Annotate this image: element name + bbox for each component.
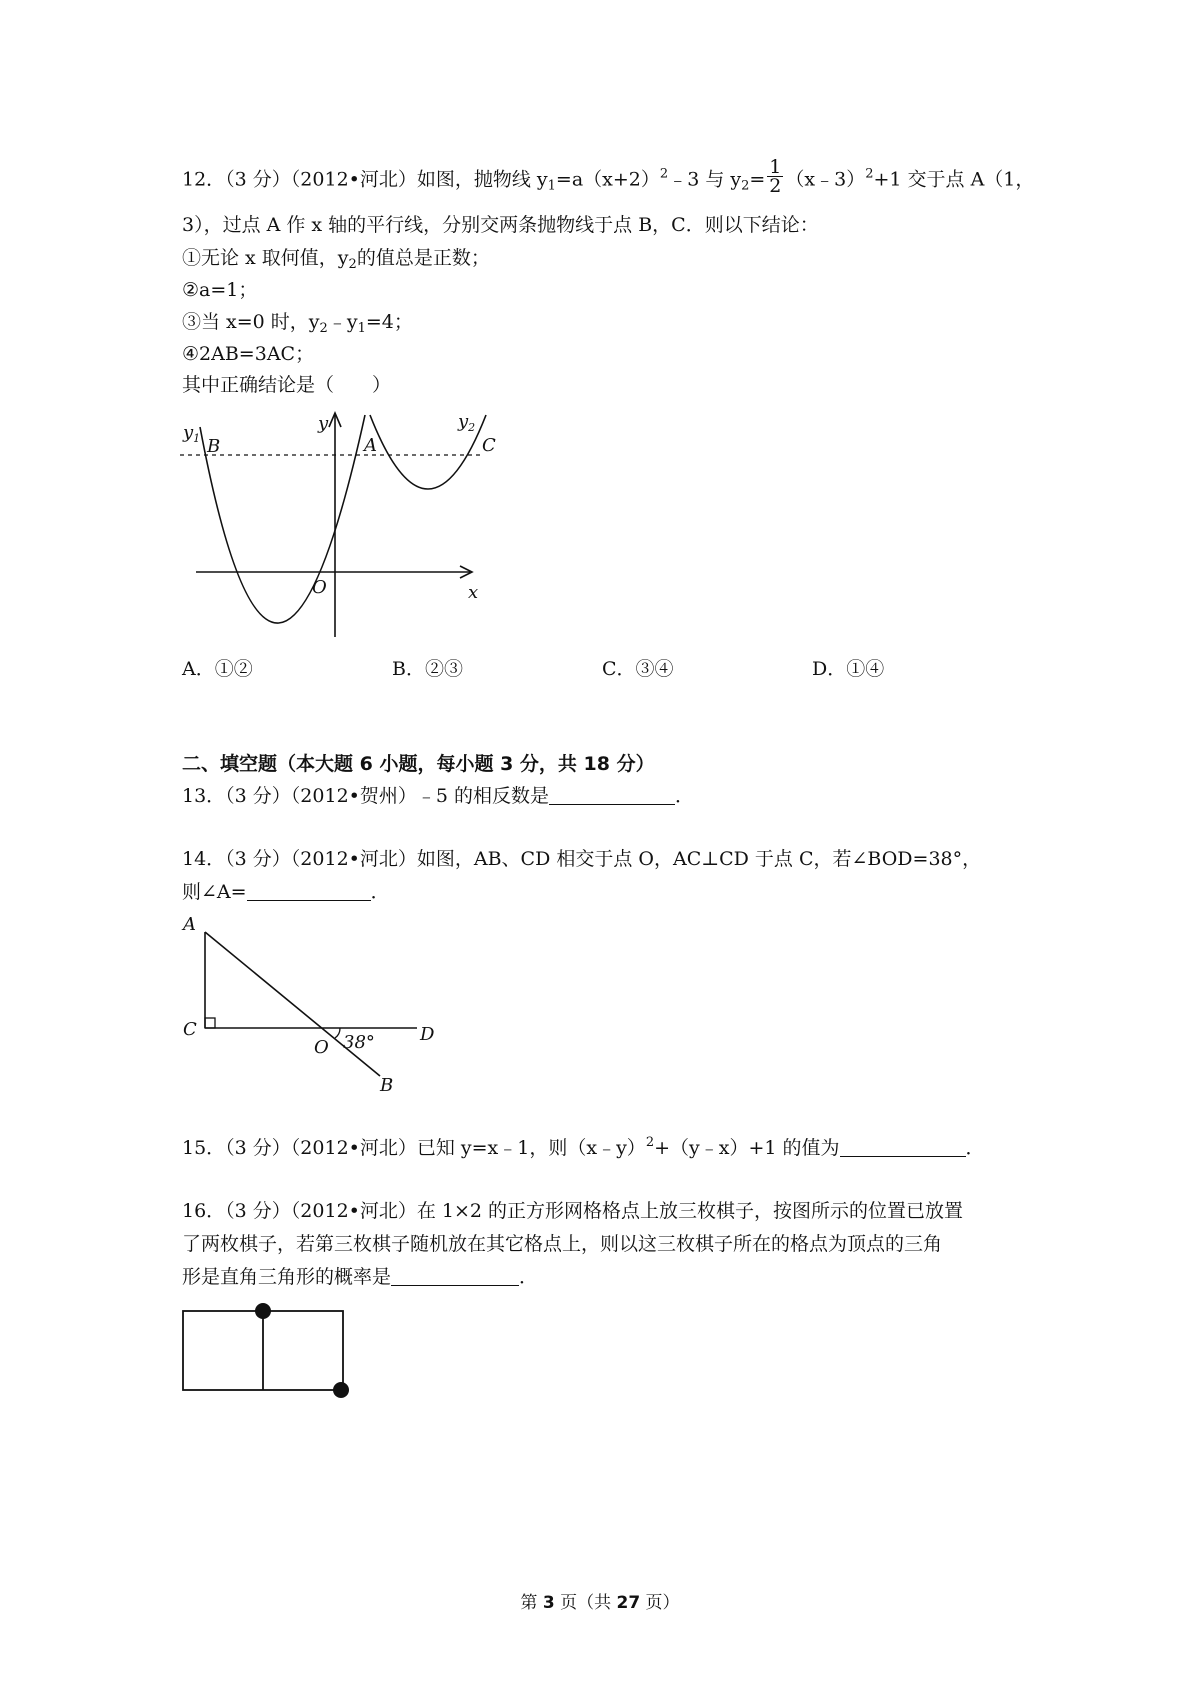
- q12-parabola-figure: [180, 405, 500, 645]
- q12-text: ③当 x=0 时，y: [182, 311, 320, 333]
- label-x-axis: x: [468, 582, 479, 603]
- q16-line1: 16．（3 分）（2012•河北）在 1×2 的正方形网格格点上放三枚棋子，按图所示的位置已放置: [182, 1200, 964, 1222]
- parabola-y1: [200, 415, 365, 623]
- fraction-one-half: [767, 158, 783, 195]
- q12-line1: [182, 156, 1035, 199]
- chess-piece: [333, 1382, 349, 1398]
- q14-line2: [182, 879, 390, 905]
- subscript: 2: [348, 257, 357, 272]
- page-footer: 第 3 页（共 27 页）: [520, 1593, 680, 1613]
- q14-text: 则∠A=: [182, 881, 247, 903]
- option-a[interactable]: A．①②: [182, 658, 253, 680]
- label-point-b: B: [380, 1075, 394, 1096]
- superscript: 2: [659, 166, 669, 182]
- q12-text: =4；: [365, 311, 413, 333]
- q15-text: 15．（3 分）（2012•河北）已知 y=x﹣1，则（x﹣y）: [182, 1137, 646, 1159]
- section-heading: 二、填空题（本大题 6 小题，每小题 3 分，共 18 分）: [182, 753, 655, 775]
- subscript: 1: [547, 178, 556, 194]
- q12-text: ﹣y: [327, 311, 358, 333]
- label-y-axis: y: [318, 413, 329, 434]
- page-number: 3: [542, 1593, 555, 1613]
- answer-blank[interactable]: [549, 784, 675, 805]
- q12-text: ﹣3 与 y: [668, 168, 742, 191]
- label-point-b: B: [207, 436, 221, 457]
- q15-end: ．: [965, 1137, 985, 1159]
- q14-triangle-figure: [180, 910, 440, 1096]
- answer-blank[interactable]: [840, 1136, 966, 1157]
- option-c[interactable]: C．③④: [602, 658, 674, 680]
- chess-piece: [255, 1303, 271, 1319]
- label-y2: $y_2$: [458, 411, 476, 434]
- label-point-d: D: [420, 1024, 435, 1045]
- option-b[interactable]: B．②③: [392, 658, 463, 680]
- q13-line: [182, 783, 694, 809]
- label-point-c: C: [482, 435, 496, 456]
- q12-text: =: [749, 168, 766, 191]
- q16-line3: [182, 1264, 538, 1290]
- option-d[interactable]: D．①④: [812, 658, 885, 680]
- fraction-denominator: 2: [769, 175, 782, 197]
- q14-line1: 14．（3 分）（2012•河北）如图，AB、CD 相交于点 O，AC⊥CD 于点 C，若∠BOD=38°，: [182, 848, 982, 870]
- q15-line: [182, 1135, 985, 1161]
- q16-text: 形是直角三角形的概率是: [182, 1266, 392, 1288]
- q12-line2: 3），过点 A 作 x 轴的平行线，分别交两条抛物线于点 B，C．则以下结论：: [182, 214, 819, 236]
- q15-text: +（y﹣x）+1 的值为: [654, 1137, 840, 1159]
- q16-end: ．: [519, 1266, 539, 1288]
- fraction-numerator: 1: [769, 156, 782, 178]
- q16-grid-figure: [176, 1300, 356, 1410]
- q14-end: ．: [370, 881, 390, 903]
- segment-ab: [205, 932, 380, 1076]
- q12-conclusion-3: [182, 309, 413, 335]
- q12-text: =a（x+2）: [555, 168, 660, 191]
- q12-conclusion-2: ②a=1；: [182, 279, 258, 301]
- label-point-a: A: [183, 914, 196, 935]
- label-point-o: O: [314, 1037, 329, 1058]
- q13-end: ．: [675, 785, 695, 807]
- q12-prompt: 其中正确结论是（ ）: [182, 374, 392, 396]
- label-origin: O: [312, 577, 327, 598]
- answer-blank[interactable]: [247, 880, 371, 901]
- q12-text: ①无论 x 取何值，y: [182, 247, 349, 269]
- answer-blank[interactable]: [391, 1265, 519, 1286]
- subscript: 2: [741, 178, 750, 194]
- page-total: 27: [616, 1593, 641, 1613]
- superscript: 2: [645, 1135, 655, 1150]
- subscript: 2: [319, 321, 328, 336]
- q13-text: 13．（3 分）（2012•贺州）﹣5 的相反数是: [182, 785, 549, 807]
- label-angle-38: 38°: [343, 1032, 375, 1053]
- q12-text: 12．（3 分）（2012•河北）如图，抛物线 y: [182, 168, 548, 191]
- label-point-a: A: [364, 435, 377, 456]
- q12-conclusion-4: ④2AB=3AC；: [182, 343, 315, 365]
- superscript: 2: [865, 166, 874, 182]
- q12-conclusion-1: [182, 245, 490, 271]
- q12-text: 的值总是正数；: [356, 247, 490, 269]
- angle-arc: [335, 1028, 340, 1038]
- q12-text: +1 交于点 A（1，: [873, 168, 1035, 191]
- right-angle-mark: [205, 1018, 215, 1028]
- label-y1: $y_1$: [183, 422, 201, 445]
- subscript: 1: [357, 321, 366, 336]
- q12-text: （x﹣3）: [785, 168, 866, 191]
- q16-line2: 了两枚棋子，若第三枚棋子随机放在其它格点上，则以这三枚棋子所在的格点为顶点的三角: [182, 1233, 943, 1255]
- label-point-c: C: [183, 1019, 197, 1040]
